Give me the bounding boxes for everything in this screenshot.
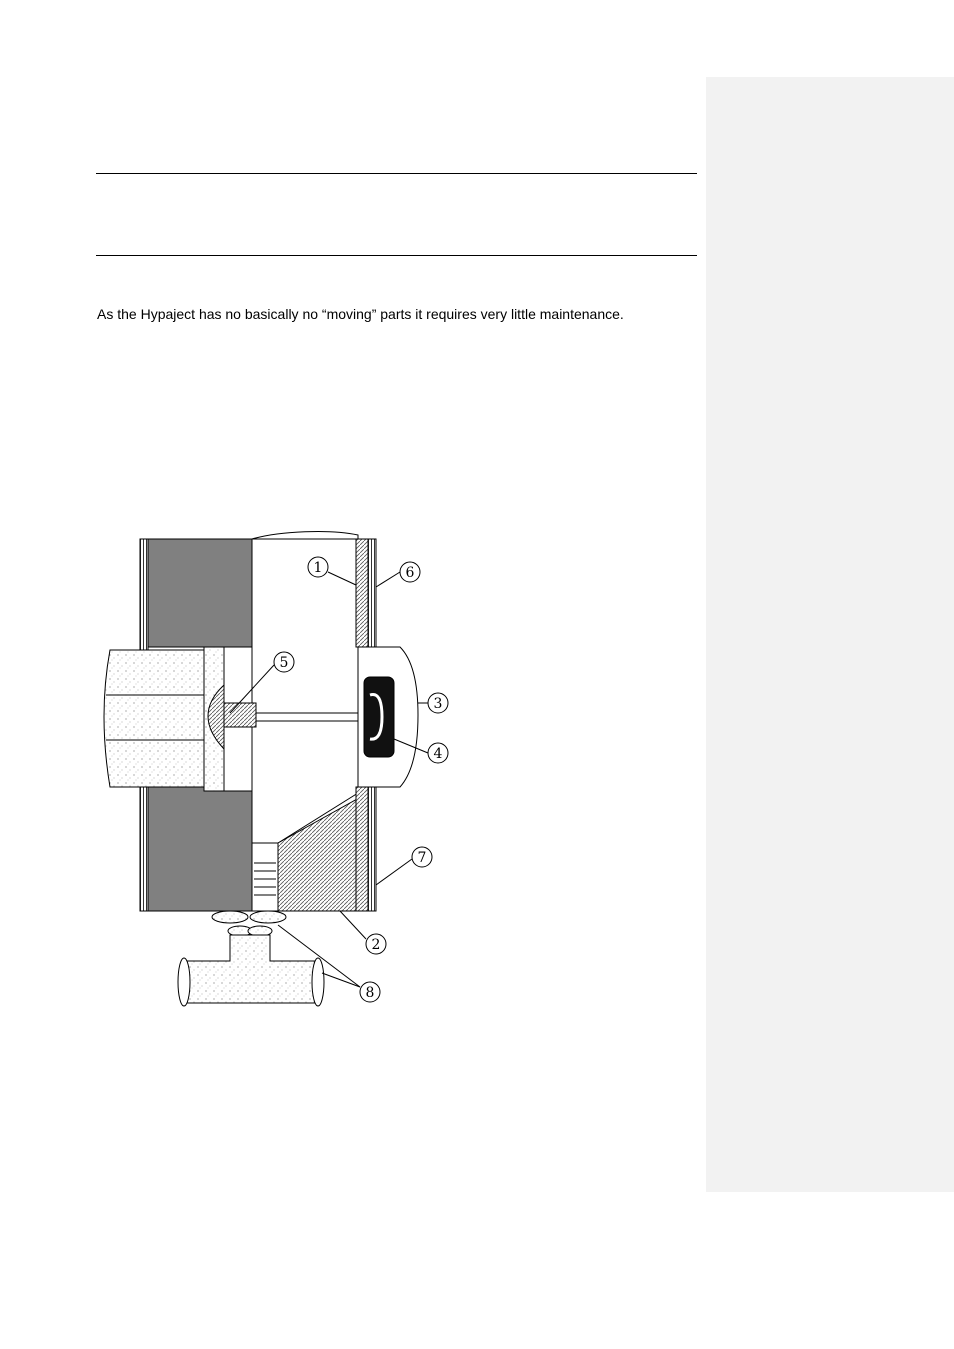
- svg-text:8: 8: [365, 985, 375, 1001]
- right-tube-wall-lower: [368, 787, 376, 911]
- header-rule-bottom: [96, 255, 697, 256]
- callout-4: [428, 743, 448, 763]
- callout-2: [366, 934, 386, 954]
- rod: [256, 713, 368, 721]
- callout-1: [308, 557, 328, 577]
- comment-margin-panel: [706, 77, 954, 1192]
- nut-left: [212, 911, 248, 923]
- callout-8: [360, 982, 380, 1002]
- nut-right: [250, 911, 286, 923]
- svg-text:2: 2: [371, 937, 381, 953]
- callout-6: [400, 562, 420, 582]
- hypaject-cross-section-diagram: [100, 525, 460, 1015]
- upper-dark-block: [148, 539, 252, 647]
- maintenance-paragraph: As the Hypaject has no basically no “moving” parts it requires very little maintenance.: [97, 306, 624, 322]
- inner-wall-lower: [356, 787, 368, 911]
- header-rule-top: [96, 173, 697, 174]
- right-tube-wall-upper: [368, 539, 376, 647]
- svg-text:7: 7: [417, 850, 427, 866]
- inner-wall-part-1: [356, 539, 368, 647]
- callout-7: [412, 847, 432, 867]
- callout-3: [428, 693, 448, 713]
- svg-text:4: 4: [433, 746, 443, 762]
- lower-dark-block: [148, 787, 252, 911]
- svg-text:5: 5: [279, 655, 289, 671]
- injector-housing: [104, 650, 204, 787]
- threaded-outlet: [252, 843, 278, 911]
- callout-5: [274, 652, 294, 672]
- seal-part-4: [364, 677, 394, 757]
- main-body: [252, 539, 358, 843]
- svg-text:1: 1: [313, 560, 323, 576]
- top-edge: [252, 532, 358, 539]
- plug-part-5: [224, 703, 256, 727]
- svg-text:6: 6: [405, 565, 415, 581]
- tee-fitting-part-8: [184, 935, 318, 1003]
- svg-text:3: 3: [433, 696, 443, 712]
